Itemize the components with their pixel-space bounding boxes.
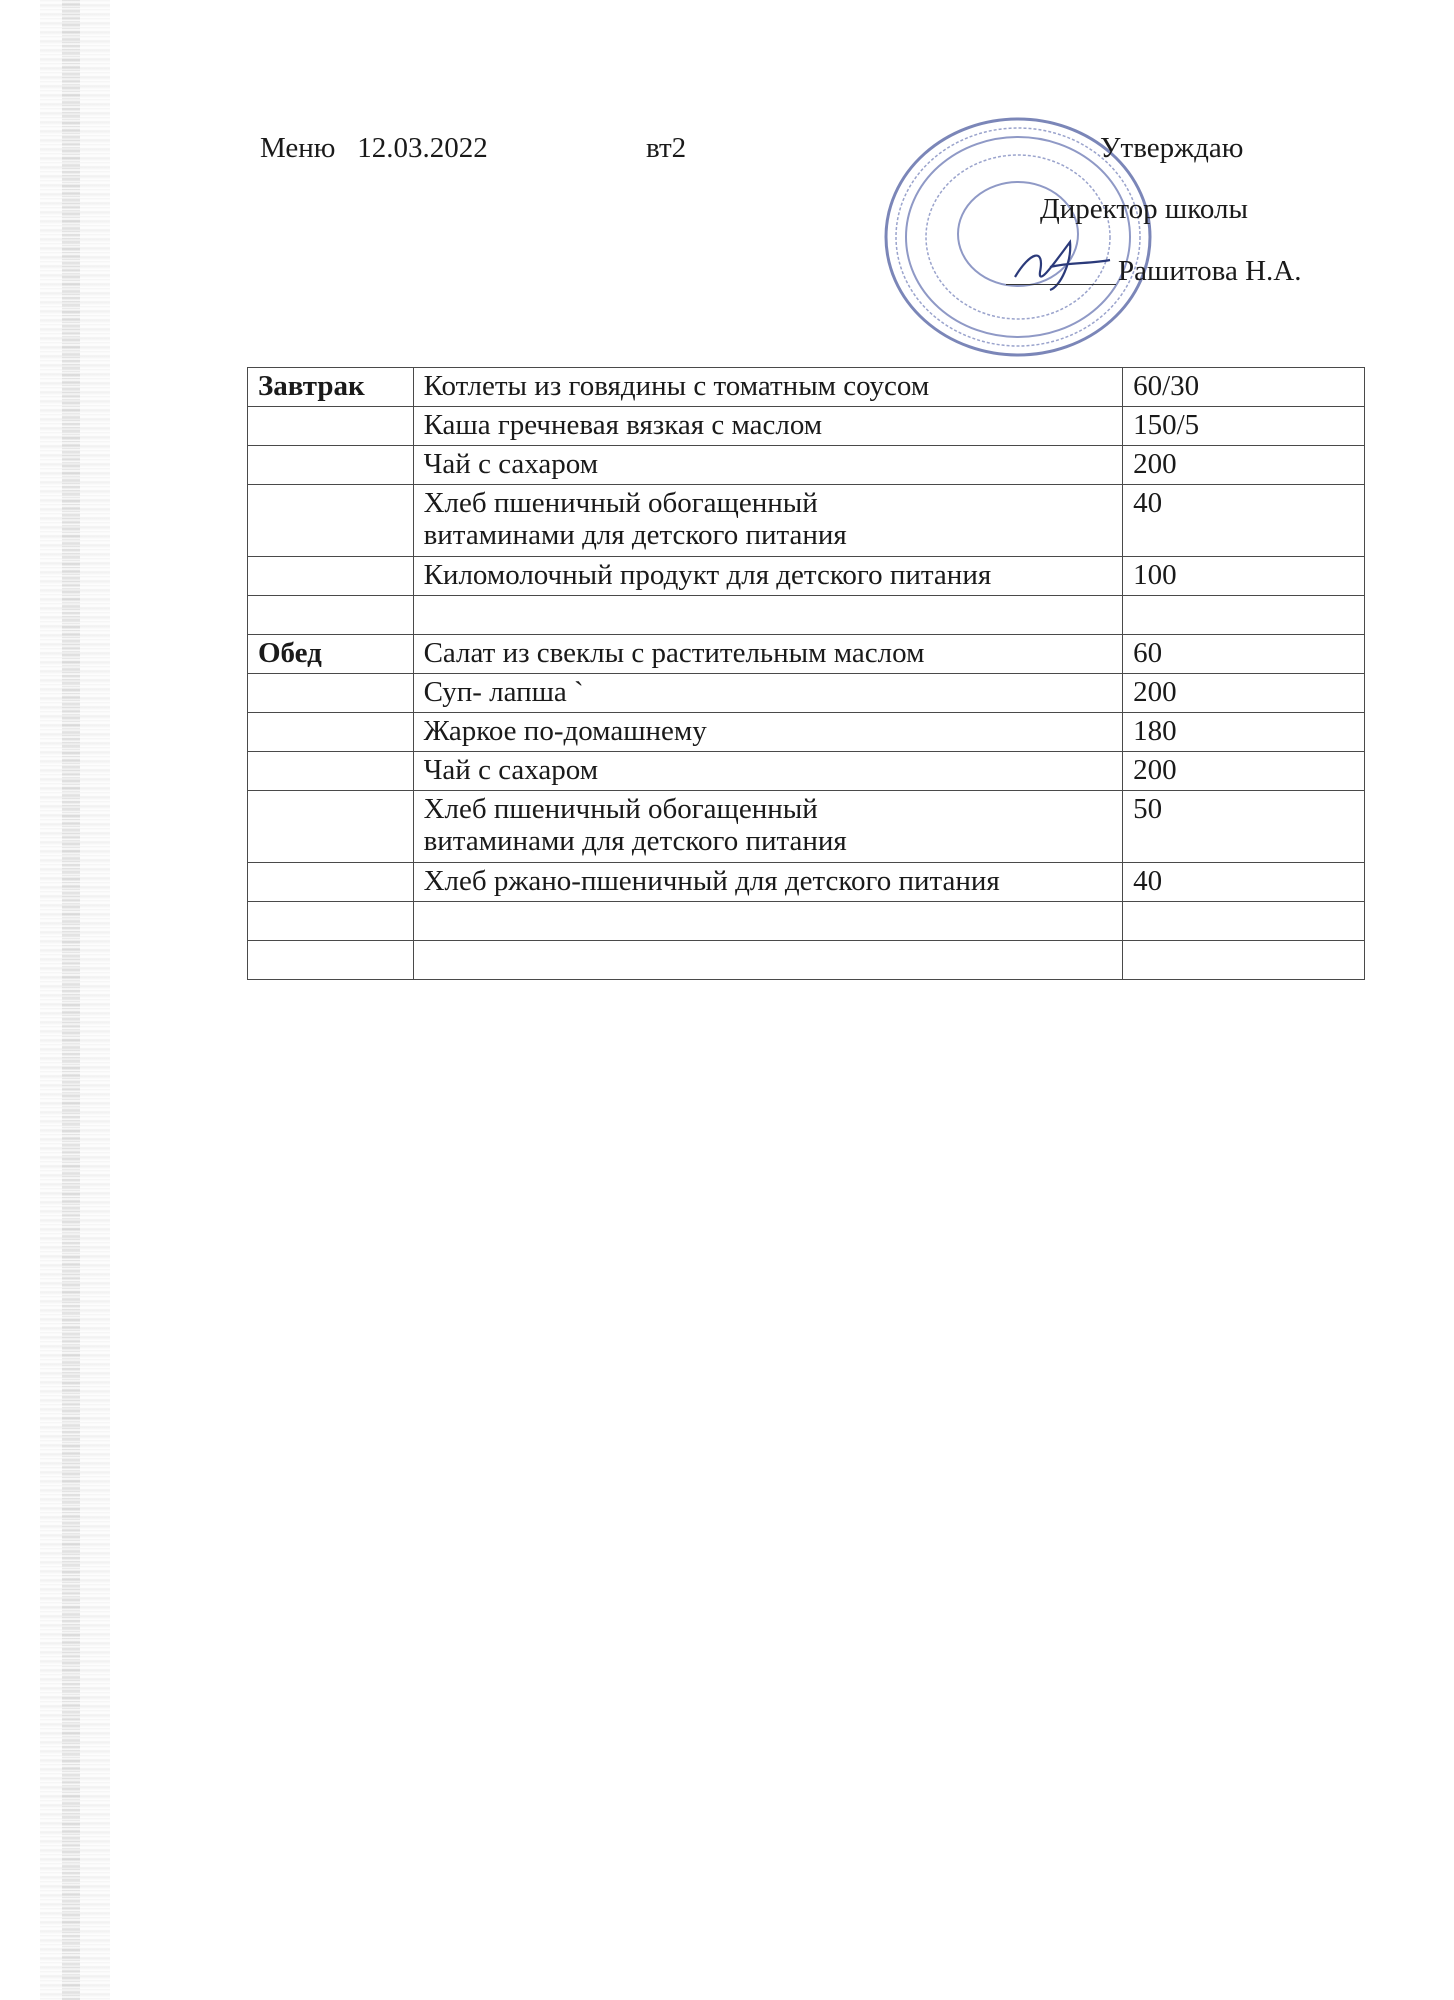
dish-cell: Жаркое по-домашнему: [413, 713, 1123, 752]
dish-cell: [413, 596, 1123, 635]
meal-cell: [248, 596, 414, 635]
portion-cell: 40: [1123, 485, 1365, 557]
table-row: [248, 791, 1365, 863]
dish-cell: [413, 902, 1123, 941]
meal-cell: Завтрак: [248, 368, 414, 407]
portion-cell: 50: [1123, 791, 1365, 863]
portion-cell: 200: [1123, 674, 1365, 713]
meal-cell: [248, 863, 414, 902]
portion-cell: 100: [1123, 557, 1365, 596]
table-row: [248, 752, 1365, 791]
meal-cell: [248, 557, 414, 596]
table-row: [248, 863, 1365, 902]
portion-cell: 60: [1123, 635, 1365, 674]
portion-cell: [1123, 941, 1365, 980]
table-row: [248, 902, 1365, 941]
portion-cell: 40: [1123, 863, 1365, 902]
table-row: [248, 596, 1365, 635]
table-row: [248, 713, 1365, 752]
approve-label: Утверждаю: [1100, 132, 1244, 164]
portion-cell: 200: [1123, 446, 1365, 485]
dish-cell: Хлеб пшеничный обогащенный витаминами для детского питания: [413, 791, 1123, 863]
portion-cell: 180: [1123, 713, 1365, 752]
meal-cell: [248, 446, 414, 485]
dish-cell: Хлеб ржано-пшеничный для детского питания: [413, 863, 1123, 902]
director-label: Директор школы: [1040, 193, 1248, 225]
portion-cell: 150/5: [1123, 407, 1365, 446]
table-row: [248, 557, 1365, 596]
dish-cell: Суп- лапша `: [413, 674, 1123, 713]
meal-cell: [248, 902, 414, 941]
scan-edge-noise-dark: [62, 0, 80, 2000]
dish-cell: Хлеб пшеничный обогащенный витаминами для детского питания: [413, 485, 1123, 557]
director-signature: [1010, 232, 1120, 292]
meal-cell: [248, 407, 414, 446]
menu-title: Меню 12.03.2022: [260, 132, 488, 164]
portion-cell: [1123, 596, 1365, 635]
dish-cell: Салат из свеклы с растительным маслом: [413, 635, 1123, 674]
portion-cell: 200: [1123, 752, 1365, 791]
meal-cell: [248, 713, 414, 752]
table-row: [248, 674, 1365, 713]
table-row: [248, 407, 1365, 446]
table-row: [248, 446, 1365, 485]
table-row: [248, 635, 1365, 674]
dish-cell: [413, 941, 1123, 980]
table-row: [248, 368, 1365, 407]
meal-cell: [248, 791, 414, 863]
table-row: [248, 941, 1365, 980]
meal-cell: [248, 674, 414, 713]
portion-cell: [1123, 902, 1365, 941]
dish-cell: Котлеты из говядины с томатным соусом: [413, 368, 1123, 407]
table-row: [248, 485, 1365, 557]
dish-cell: Чай с сахаром: [413, 446, 1123, 485]
dish-cell: Киломолочный продукт для детского питания: [413, 557, 1123, 596]
meal-cell: [248, 485, 414, 557]
signature-line: [1006, 284, 1116, 285]
day-code: вт2: [646, 132, 687, 164]
dish-cell: Каша гречневая вязкая с маслом: [413, 407, 1123, 446]
director-name: Рашитова Н.А.: [1118, 255, 1302, 287]
meal-cell: Обед: [248, 635, 414, 674]
meal-cell: [248, 752, 414, 791]
portion-cell: 60/30: [1123, 368, 1365, 407]
meal-cell: [248, 941, 414, 980]
menu-table: [247, 367, 1365, 980]
dish-cell: Чай с сахаром: [413, 752, 1123, 791]
